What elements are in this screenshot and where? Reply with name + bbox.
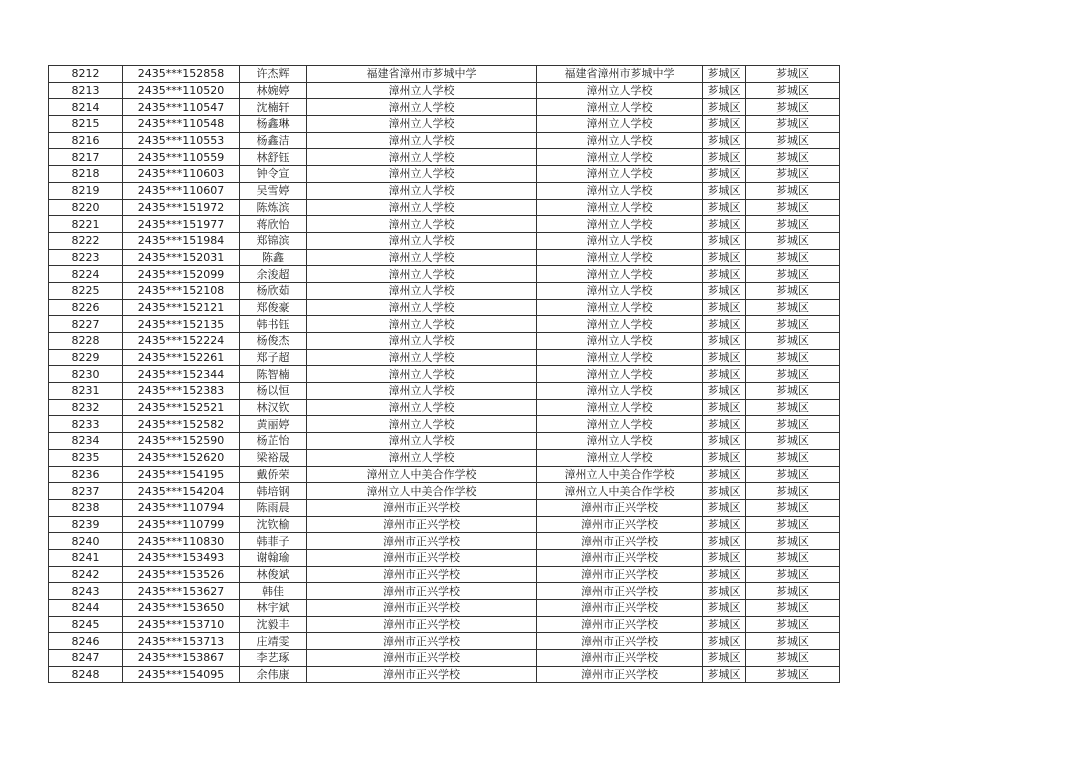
- graduating-school-cell: 漳州立人学校: [307, 166, 537, 183]
- student-name-cell: 陈智楠: [240, 366, 307, 383]
- student-name-cell: 谢翰瑜: [240, 549, 307, 566]
- school-cell: 漳州立人学校: [537, 132, 703, 149]
- district-cell: 芗城区: [703, 132, 746, 149]
- district-cell: 芗城区: [703, 199, 746, 216]
- row-number-cell: 8221: [49, 216, 123, 233]
- district-cell-2: 芗城区: [746, 483, 840, 500]
- ticket-number-cell: 2435***152590: [123, 433, 240, 450]
- district-cell: 芗城区: [703, 166, 746, 183]
- ticket-number-cell: 2435***110553: [123, 132, 240, 149]
- school-cell: 漳州市正兴学校: [537, 549, 703, 566]
- row-number-cell: 8225: [49, 282, 123, 299]
- school-cell: 漳州立人学校: [537, 366, 703, 383]
- ticket-number-cell: 2435***152108: [123, 282, 240, 299]
- table-row: [49, 82, 840, 99]
- district-cell-2: 芗城区: [746, 182, 840, 199]
- district-cell-2: 芗城区: [746, 333, 840, 350]
- ticket-number-cell: 2435***152099: [123, 266, 240, 283]
- ticket-number-cell: 2435***152135: [123, 316, 240, 333]
- district-cell: 芗城区: [703, 483, 746, 500]
- table-row: [49, 516, 840, 533]
- row-number-cell: 8244: [49, 600, 123, 617]
- school-cell: 漳州市正兴学校: [537, 566, 703, 583]
- graduating-school-cell: 漳州市正兴学校: [307, 583, 537, 600]
- student-name-cell: 余浚超: [240, 266, 307, 283]
- district-cell-2: 芗城区: [746, 549, 840, 566]
- graduating-school-cell: 漳州立人学校: [307, 383, 537, 400]
- table-row: [49, 650, 840, 667]
- school-cell: 漳州立人学校: [537, 449, 703, 466]
- ticket-number-cell: 2435***154195: [123, 466, 240, 483]
- district-cell-2: 芗城区: [746, 132, 840, 149]
- ticket-number-cell: 2435***110799: [123, 516, 240, 533]
- district-cell: 芗城区: [703, 82, 746, 99]
- ticket-number-cell: 2435***110559: [123, 149, 240, 166]
- row-number-cell: 8246: [49, 633, 123, 650]
- row-number-cell: 8243: [49, 583, 123, 600]
- student-name-cell: 黄丽婷: [240, 416, 307, 433]
- district-cell-2: 芗城区: [746, 149, 840, 166]
- ticket-number-cell: 2435***110548: [123, 116, 240, 133]
- district-cell: 芗城区: [703, 316, 746, 333]
- district-cell-2: 芗城区: [746, 299, 840, 316]
- district-cell: 芗城区: [703, 650, 746, 667]
- ticket-number-cell: 2435***110794: [123, 499, 240, 516]
- district-cell: 芗城区: [703, 666, 746, 683]
- student-name-cell: 杨欣茹: [240, 282, 307, 299]
- table-row: [49, 316, 840, 333]
- student-name-cell: 林婉婷: [240, 82, 307, 99]
- table-row: [49, 216, 840, 233]
- district-cell-2: 芗城区: [746, 266, 840, 283]
- district-cell-2: 芗城区: [746, 533, 840, 550]
- row-number-cell: 8212: [49, 66, 123, 83]
- school-cell: 漳州市正兴学校: [537, 666, 703, 683]
- student-name-cell: 杨鑫琳: [240, 116, 307, 133]
- graduating-school-cell: 漳州立人学校: [307, 366, 537, 383]
- row-number-cell: 8215: [49, 116, 123, 133]
- graduating-school-cell: 漳州立人学校: [307, 99, 537, 116]
- ticket-number-cell: 2435***152383: [123, 383, 240, 400]
- table-row: [49, 449, 840, 466]
- ticket-number-cell: 2435***110547: [123, 99, 240, 116]
- district-cell: 芗城区: [703, 449, 746, 466]
- school-cell: 漳州市正兴学校: [537, 499, 703, 516]
- row-number-cell: 8238: [49, 499, 123, 516]
- graduating-school-cell: 漳州市正兴学校: [307, 499, 537, 516]
- table-row: [49, 199, 840, 216]
- student-name-cell: 林宇斌: [240, 600, 307, 617]
- ticket-number-cell: 2435***153710: [123, 616, 240, 633]
- graduating-school-cell: 漳州市正兴学校: [307, 600, 537, 617]
- school-cell: 漳州立人学校: [537, 282, 703, 299]
- graduating-school-cell: 漳州立人学校: [307, 132, 537, 149]
- student-name-cell: 梁裕晟: [240, 449, 307, 466]
- student-name-cell: 杨鑫洁: [240, 132, 307, 149]
- graduating-school-cell: 漳州立人学校: [307, 149, 537, 166]
- table-row: [49, 282, 840, 299]
- school-cell: 漳州市正兴学校: [537, 616, 703, 633]
- ticket-number-cell: 2435***153627: [123, 583, 240, 600]
- graduating-school-cell: 漳州立人中美合作学校: [307, 483, 537, 500]
- ticket-number-cell: 2435***153713: [123, 633, 240, 650]
- school-cell: 漳州立人中美合作学校: [537, 466, 703, 483]
- district-cell: 芗城区: [703, 533, 746, 550]
- district-cell: 芗城区: [703, 232, 746, 249]
- ticket-number-cell: 2435***110520: [123, 82, 240, 99]
- ticket-number-cell: 2435***154095: [123, 666, 240, 683]
- row-number-cell: 8214: [49, 99, 123, 116]
- district-cell: 芗城区: [703, 366, 746, 383]
- school-cell: 漳州立人学校: [537, 333, 703, 350]
- ticket-number-cell: 2435***154204: [123, 483, 240, 500]
- district-cell-2: 芗城区: [746, 366, 840, 383]
- graduating-school-cell: 漳州市正兴学校: [307, 549, 537, 566]
- graduating-school-cell: 漳州立人学校: [307, 182, 537, 199]
- enrollment-table: [48, 65, 840, 683]
- district-cell: 芗城区: [703, 66, 746, 83]
- graduating-school-cell: 漳州市正兴学校: [307, 650, 537, 667]
- table-row: [49, 466, 840, 483]
- district-cell: 芗城区: [703, 416, 746, 433]
- school-cell: 漳州立人学校: [537, 216, 703, 233]
- student-name-cell: 韩佳: [240, 583, 307, 600]
- row-number-cell: 8224: [49, 266, 123, 283]
- district-cell-2: 芗城区: [746, 249, 840, 266]
- district-cell-2: 芗城区: [746, 516, 840, 533]
- school-cell: 漳州市正兴学校: [537, 600, 703, 617]
- school-cell: 漳州立人学校: [537, 99, 703, 116]
- student-name-cell: 沈楠轩: [240, 99, 307, 116]
- graduating-school-cell: 漳州立人学校: [307, 333, 537, 350]
- district-cell-2: 芗城区: [746, 499, 840, 516]
- table-row: [49, 182, 840, 199]
- row-number-cell: 8233: [49, 416, 123, 433]
- row-number-cell: 8230: [49, 366, 123, 383]
- row-number-cell: 8248: [49, 666, 123, 683]
- table-row: [49, 232, 840, 249]
- student-name-cell: 林舒钰: [240, 149, 307, 166]
- student-name-cell: 庄靖雯: [240, 633, 307, 650]
- school-cell: 漳州市正兴学校: [537, 583, 703, 600]
- district-cell-2: 芗城区: [746, 566, 840, 583]
- table-row: [49, 600, 840, 617]
- district-cell-2: 芗城区: [746, 449, 840, 466]
- student-name-cell: 杨芷怡: [240, 433, 307, 450]
- ticket-number-cell: 2435***152620: [123, 449, 240, 466]
- row-number-cell: 8217: [49, 149, 123, 166]
- table-row: [49, 132, 840, 149]
- district-cell-2: 芗城区: [746, 650, 840, 667]
- graduating-school-cell: 漳州立人学校: [307, 116, 537, 133]
- row-number-cell: 8237: [49, 483, 123, 500]
- ticket-number-cell: 2435***152224: [123, 333, 240, 350]
- table-row: [49, 499, 840, 516]
- student-name-cell: 杨以恒: [240, 383, 307, 400]
- district-cell: 芗城区: [703, 282, 746, 299]
- row-number-cell: 8247: [49, 650, 123, 667]
- student-name-cell: 杨俊杰: [240, 333, 307, 350]
- district-cell: 芗城区: [703, 383, 746, 400]
- district-cell-2: 芗城区: [746, 166, 840, 183]
- ticket-number-cell: 2435***153867: [123, 650, 240, 667]
- student-name-cell: 韩培钢: [240, 483, 307, 500]
- district-cell: 芗城区: [703, 433, 746, 450]
- school-cell: 漳州立人学校: [537, 266, 703, 283]
- district-cell: 芗城区: [703, 499, 746, 516]
- district-cell-2: 芗城区: [746, 633, 840, 650]
- row-number-cell: 8231: [49, 383, 123, 400]
- table-row: [49, 349, 840, 366]
- student-name-cell: 许杰辉: [240, 66, 307, 83]
- table-row: [49, 166, 840, 183]
- row-number-cell: 8216: [49, 132, 123, 149]
- school-cell: 漳州立人学校: [537, 149, 703, 166]
- district-cell: 芗城区: [703, 616, 746, 633]
- district-cell: 芗城区: [703, 99, 746, 116]
- school-cell: 漳州立人学校: [537, 116, 703, 133]
- row-number-cell: 8226: [49, 299, 123, 316]
- table-row: [49, 366, 840, 383]
- district-cell: 芗城区: [703, 349, 746, 366]
- graduating-school-cell: 漳州立人学校: [307, 216, 537, 233]
- school-cell: 漳州市正兴学校: [537, 516, 703, 533]
- row-number-cell: 8223: [49, 249, 123, 266]
- district-cell: 芗城区: [703, 333, 746, 350]
- table-row: [49, 299, 840, 316]
- ticket-number-cell: 2435***152521: [123, 399, 240, 416]
- table-row: [49, 666, 840, 683]
- student-name-cell: 李艺琢: [240, 650, 307, 667]
- table-row: [49, 99, 840, 116]
- table-row: [49, 433, 840, 450]
- student-name-cell: 韩菲子: [240, 533, 307, 550]
- ticket-number-cell: 2435***110607: [123, 182, 240, 199]
- school-cell: 漳州市正兴学校: [537, 633, 703, 650]
- row-number-cell: 8235: [49, 449, 123, 466]
- district-cell: 芗城区: [703, 549, 746, 566]
- student-name-cell: 陈炼滨: [240, 199, 307, 216]
- row-number-cell: 8228: [49, 333, 123, 350]
- graduating-school-cell: 漳州市正兴学校: [307, 633, 537, 650]
- student-name-cell: 郑锦滨: [240, 232, 307, 249]
- row-number-cell: 8242: [49, 566, 123, 583]
- district-cell: 芗城区: [703, 266, 746, 283]
- student-name-cell: 吴雪婷: [240, 182, 307, 199]
- table-row: [49, 533, 840, 550]
- district-cell-2: 芗城区: [746, 282, 840, 299]
- school-cell: 漳州立人学校: [537, 182, 703, 199]
- student-name-cell: 林汉钦: [240, 399, 307, 416]
- student-name-cell: 钟令宣: [240, 166, 307, 183]
- row-number-cell: 8227: [49, 316, 123, 333]
- row-number-cell: 8222: [49, 232, 123, 249]
- district-cell: 芗城区: [703, 299, 746, 316]
- school-cell: 漳州立人学校: [537, 399, 703, 416]
- ticket-number-cell: 2435***152858: [123, 66, 240, 83]
- student-name-cell: 陈雨晨: [240, 499, 307, 516]
- graduating-school-cell: 漳州立人学校: [307, 349, 537, 366]
- graduating-school-cell: 漳州立人中美合作学校: [307, 466, 537, 483]
- school-cell: 漳州立人学校: [537, 316, 703, 333]
- district-cell: 芗城区: [703, 249, 746, 266]
- district-cell-2: 芗城区: [746, 433, 840, 450]
- table-row: [49, 149, 840, 166]
- district-cell: 芗城区: [703, 399, 746, 416]
- district-cell-2: 芗城区: [746, 66, 840, 83]
- district-cell-2: 芗城区: [746, 199, 840, 216]
- district-cell-2: 芗城区: [746, 666, 840, 683]
- graduating-school-cell: 漳州市正兴学校: [307, 516, 537, 533]
- graduating-school-cell: 漳州立人学校: [307, 316, 537, 333]
- row-number-cell: 8213: [49, 82, 123, 99]
- school-cell: 漳州立人学校: [537, 249, 703, 266]
- table-row: [49, 66, 840, 83]
- table-row: [49, 333, 840, 350]
- district-cell-2: 芗城区: [746, 583, 840, 600]
- row-number-cell: 8220: [49, 199, 123, 216]
- district-cell: 芗城区: [703, 466, 746, 483]
- student-name-cell: 戴侨荣: [240, 466, 307, 483]
- ticket-number-cell: 2435***152121: [123, 299, 240, 316]
- table-row: [49, 583, 840, 600]
- graduating-school-cell: 福建省漳州市芗城中学: [307, 66, 537, 83]
- district-cell: 芗城区: [703, 182, 746, 199]
- district-cell-2: 芗城区: [746, 82, 840, 99]
- row-number-cell: 8240: [49, 533, 123, 550]
- graduating-school-cell: 漳州立人学校: [307, 249, 537, 266]
- ticket-number-cell: 2435***152582: [123, 416, 240, 433]
- ticket-number-cell: 2435***110603: [123, 166, 240, 183]
- district-cell: 芗城区: [703, 516, 746, 533]
- graduating-school-cell: 漳州立人学校: [307, 299, 537, 316]
- table-row: [49, 616, 840, 633]
- school-cell: 福建省漳州市芗城中学: [537, 66, 703, 83]
- graduating-school-cell: 漳州市正兴学校: [307, 666, 537, 683]
- row-number-cell: 8236: [49, 466, 123, 483]
- graduating-school-cell: 漳州立人学校: [307, 449, 537, 466]
- district-cell-2: 芗城区: [746, 316, 840, 333]
- school-cell: 漳州立人学校: [537, 433, 703, 450]
- table-row: [49, 483, 840, 500]
- graduating-school-cell: 漳州市正兴学校: [307, 566, 537, 583]
- table-row: [49, 116, 840, 133]
- table-row: [49, 633, 840, 650]
- district-cell-2: 芗城区: [746, 383, 840, 400]
- table-row: [49, 566, 840, 583]
- ticket-number-cell: 2435***153493: [123, 549, 240, 566]
- district-cell: 芗城区: [703, 583, 746, 600]
- ticket-number-cell: 2435***152261: [123, 349, 240, 366]
- graduating-school-cell: 漳州市正兴学校: [307, 533, 537, 550]
- student-name-cell: 郑子超: [240, 349, 307, 366]
- table-row: [49, 249, 840, 266]
- row-number-cell: 8245: [49, 616, 123, 633]
- row-number-cell: 8219: [49, 182, 123, 199]
- ticket-number-cell: 2435***151984: [123, 232, 240, 249]
- student-name-cell: 蒋欣怡: [240, 216, 307, 233]
- student-name-cell: 沈毅丰: [240, 616, 307, 633]
- table-row: [49, 416, 840, 433]
- ticket-number-cell: 2435***152031: [123, 249, 240, 266]
- school-cell: 漳州立人学校: [537, 199, 703, 216]
- district-cell: 芗城区: [703, 216, 746, 233]
- district-cell-2: 芗城区: [746, 99, 840, 116]
- school-cell: 漳州立人学校: [537, 299, 703, 316]
- school-cell: 漳州立人学校: [537, 383, 703, 400]
- table-body: [49, 66, 840, 683]
- graduating-school-cell: 漳州立人学校: [307, 433, 537, 450]
- district-cell-2: 芗城区: [746, 600, 840, 617]
- student-name-cell: 余伟康: [240, 666, 307, 683]
- ticket-number-cell: 2435***110830: [123, 533, 240, 550]
- graduating-school-cell: 漳州立人学校: [307, 82, 537, 99]
- district-cell-2: 芗城区: [746, 466, 840, 483]
- row-number-cell: 8239: [49, 516, 123, 533]
- row-number-cell: 8234: [49, 433, 123, 450]
- school-cell: 漳州立人学校: [537, 416, 703, 433]
- school-cell: 漳州立人学校: [537, 349, 703, 366]
- ticket-number-cell: 2435***151972: [123, 199, 240, 216]
- district-cell: 芗城区: [703, 600, 746, 617]
- graduating-school-cell: 漳州立人学校: [307, 282, 537, 299]
- ticket-number-cell: 2435***152344: [123, 366, 240, 383]
- district-cell: 芗城区: [703, 566, 746, 583]
- district-cell: 芗城区: [703, 116, 746, 133]
- table-row: [49, 383, 840, 400]
- student-name-cell: 沈钦榆: [240, 516, 307, 533]
- school-cell: 漳州立人学校: [537, 166, 703, 183]
- ticket-number-cell: 2435***153650: [123, 600, 240, 617]
- district-cell-2: 芗城区: [746, 399, 840, 416]
- graduating-school-cell: 漳州立人学校: [307, 232, 537, 249]
- district-cell-2: 芗城区: [746, 616, 840, 633]
- district-cell-2: 芗城区: [746, 232, 840, 249]
- student-name-cell: 林俊斌: [240, 566, 307, 583]
- table-row: [49, 266, 840, 283]
- graduating-school-cell: 漳州市正兴学校: [307, 616, 537, 633]
- ticket-number-cell: 2435***153526: [123, 566, 240, 583]
- district-cell-2: 芗城区: [746, 349, 840, 366]
- ticket-number-cell: 2435***151977: [123, 216, 240, 233]
- graduating-school-cell: 漳州立人学校: [307, 199, 537, 216]
- school-cell: 漳州市正兴学校: [537, 650, 703, 667]
- district-cell-2: 芗城区: [746, 216, 840, 233]
- school-cell: 漳州市正兴学校: [537, 533, 703, 550]
- table-row: [49, 549, 840, 566]
- graduating-school-cell: 漳州立人学校: [307, 399, 537, 416]
- graduating-school-cell: 漳州立人学校: [307, 266, 537, 283]
- school-cell: 漳州立人学校: [537, 82, 703, 99]
- district-cell-2: 芗城区: [746, 416, 840, 433]
- row-number-cell: 8229: [49, 349, 123, 366]
- table-row: [49, 399, 840, 416]
- row-number-cell: 8218: [49, 166, 123, 183]
- row-number-cell: 8241: [49, 549, 123, 566]
- student-name-cell: 郑俊豪: [240, 299, 307, 316]
- student-name-cell: 陈鑫: [240, 249, 307, 266]
- graduating-school-cell: 漳州立人学校: [307, 416, 537, 433]
- student-name-cell: 韩书钰: [240, 316, 307, 333]
- school-cell: 漳州立人中美合作学校: [537, 483, 703, 500]
- school-cell: 漳州立人学校: [537, 232, 703, 249]
- district-cell: 芗城区: [703, 149, 746, 166]
- district-cell: 芗城区: [703, 633, 746, 650]
- district-cell-2: 芗城区: [746, 116, 840, 133]
- row-number-cell: 8232: [49, 399, 123, 416]
